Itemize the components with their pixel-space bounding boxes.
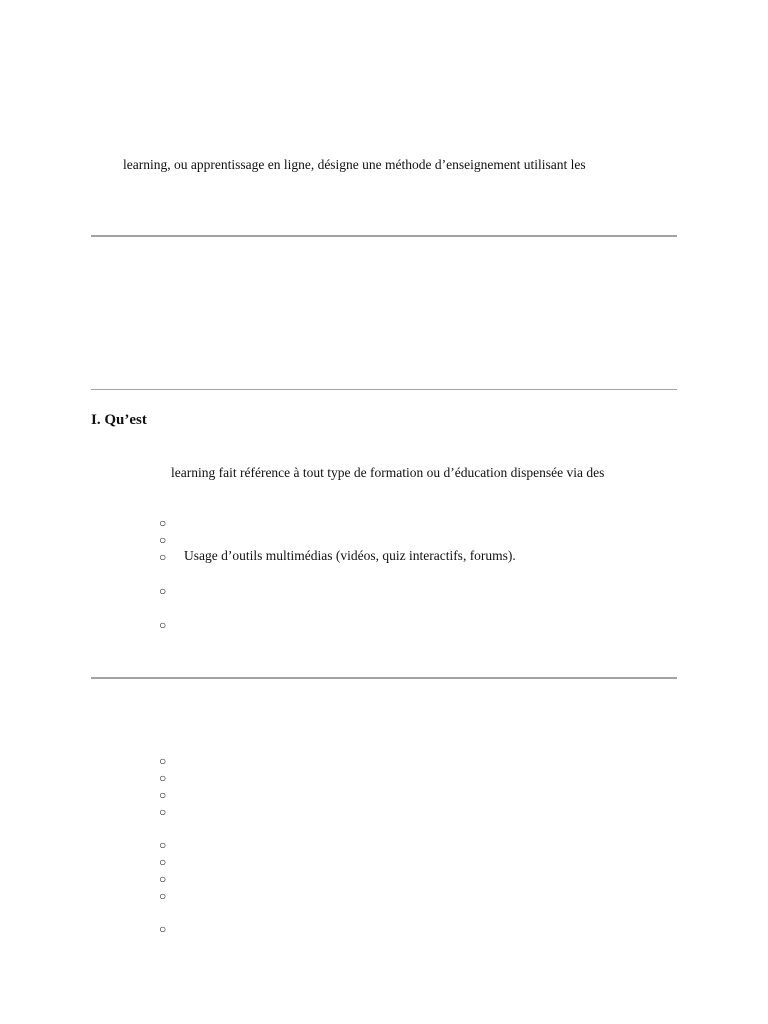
list-bullet-marker: ○: [159, 838, 167, 852]
list-bullet-marker: ○: [159, 516, 167, 530]
intro-paragraph: learning, ou apprentissage en ligne, désigne une méthode d’enseignement utilisant les: [123, 157, 586, 172]
list-bullet-marker: ○: [159, 618, 167, 632]
section-heading: I. Qu’est: [91, 412, 147, 428]
list-bullet-marker: ○: [159, 771, 167, 785]
list-bullet-marker: ○: [159, 805, 167, 819]
list-bullet-marker: ○: [159, 584, 167, 598]
list-bullet-marker: ○: [159, 855, 167, 869]
list-bullet-marker: ○: [159, 754, 167, 768]
horizontal-rule: [91, 389, 677, 390]
list-bullet-marker: ○: [159, 788, 167, 802]
horizontal-rule: [91, 677, 677, 679]
list-bullet-marker: ○: [159, 872, 167, 886]
list-bullet-marker: ○: [159, 922, 167, 936]
list-bullet-marker: ○: [159, 889, 167, 903]
section-paragraph: learning fait référence à tout type de formation ou d’éducation dispensée via des: [171, 465, 605, 480]
list-item-text: Usage d’outils multimédias (vidéos, quiz interactifs, forums).: [184, 548, 516, 563]
list-bullet-marker: ○: [159, 533, 167, 547]
horizontal-rule: [91, 235, 677, 237]
list-bullet-marker: ○: [159, 550, 167, 564]
